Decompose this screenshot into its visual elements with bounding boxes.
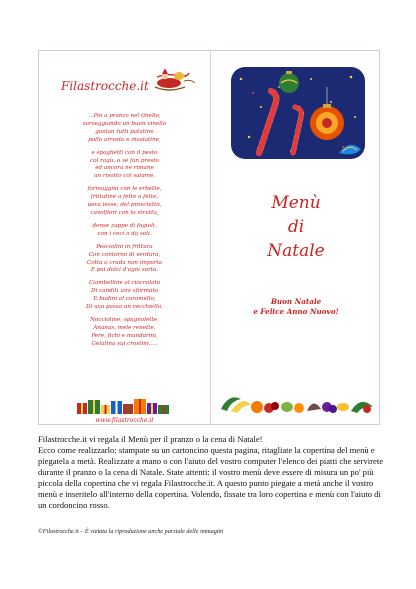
poem-line: Con contorno di verdura,: [88, 251, 161, 258]
menu-poem: [39, 113, 210, 354]
poem-stanza: [39, 223, 210, 239]
cover-title-line: di: [287, 217, 305, 237]
poem-line: con i ceci o da soli.: [97, 230, 152, 237]
poem-stanza: [39, 280, 210, 312]
poem-line: Pesciolini in frittura: [96, 243, 153, 250]
instructions-paragraph: Filastrocche.it vi regala il Menù per il pranzo o la cena di Natale!: [38, 434, 263, 444]
poem-line: Pere, fichi e mandarini,: [91, 332, 158, 339]
copyright-notice: ©Filastrocche.it – È vietata la riproduzione anche parziale delle immagini: [38, 528, 224, 535]
menu-card: [38, 50, 380, 425]
fruits-decoration: [217, 389, 377, 415]
cover-title-line: Menù: [271, 193, 321, 213]
cover-wish-line: Buon Natale: [270, 297, 322, 306]
cover-title-line: Natale: [267, 241, 325, 261]
poem-stanza: [39, 113, 210, 145]
gifts-row-icon: [75, 395, 171, 415]
poem-line: col ragù, o se fan presto: [90, 157, 159, 164]
poem-line: sorseggiando un buon vinello: [82, 120, 167, 127]
poem-line: ed ancora ne rimane: [95, 165, 154, 172]
gifts-decoration: [75, 395, 171, 415]
filastrocche-logo: [57, 63, 197, 103]
poem-line: un risotto col salame,: [93, 173, 156, 180]
instructions-text: [38, 434, 384, 511]
cover-illustration: [231, 67, 365, 159]
poem-line: gustan tutti patatine: [95, 128, 154, 135]
poem-line: Ciambelline al cioccolato: [88, 280, 161, 287]
cover-wish-line: e Felice Anno Nuovo!: [253, 307, 339, 316]
menu-cover-panel: [211, 51, 381, 424]
poem-line: Noccioline, spagnolette,: [90, 316, 159, 323]
poem-line: uova lesse, del prosciutto,: [87, 202, 162, 209]
cover-wish: [211, 297, 381, 317]
poem-line: E budini al caramello,: [93, 296, 156, 303]
poem-line: Di canditi uno sformato: [91, 288, 158, 295]
poem-line: Ananas, mele renette,: [93, 324, 156, 331]
poem-line: dense zuppe di fagioli,: [92, 222, 157, 229]
site-url: www.filastrocche.it: [95, 417, 154, 424]
cover-title: [211, 191, 381, 263]
poem-line: ...Poi a pranzo nel tinello,: [88, 113, 161, 119]
logo-text: Filastrocche.it: [61, 79, 149, 93]
poem-line: cavolfiori con lo strutto,: [90, 209, 159, 216]
poem-line: formaggini con le erbette,: [87, 186, 162, 193]
christmas-ornaments-illustration: [231, 67, 365, 159]
poem-line: Cotta o cruda non importa: [86, 259, 163, 266]
poem-line: pollo arrosto e insalatine,: [88, 136, 161, 143]
poem-stanza: [39, 186, 210, 218]
poem-line: E poi dolci d'ogni sorta.: [90, 267, 159, 274]
fruits-row-icon: [217, 389, 377, 415]
poem-line: frittatine a fette a fette,: [90, 194, 159, 201]
poem-stanza: [39, 150, 210, 182]
poem-stanza: [39, 317, 210, 349]
poem-line: Gelatina sui crostini.....: [91, 340, 158, 347]
poem-line: Di uva passa un vecchiello.: [86, 304, 163, 311]
menu-back-panel: [39, 51, 210, 424]
instructions-paragraph: Ecco come realizzarlo: stampate su un cartoncino questa pagina, ritagliate la copertina del menù e piegatela a metà. Realizzate a mano o con l'aiuto del vostro computer l'elenco dei piatti che servirete durante il pranzo o la cena di Natale. State attenti: il vostro menù deve essere di misura un po' più piccola della copertina che vi regala Filastrocche.it. A questo punto piegate a metà anche il vostro menù e inseritelo all'interno della copertina. Volendo, fissate tra loro copertina e menù con l'aiuto di un cordoncino rosso.: [38, 445, 384, 510]
poem-stanza: [39, 244, 210, 276]
poem-line: e spaghetti con il pesto: [91, 149, 158, 156]
